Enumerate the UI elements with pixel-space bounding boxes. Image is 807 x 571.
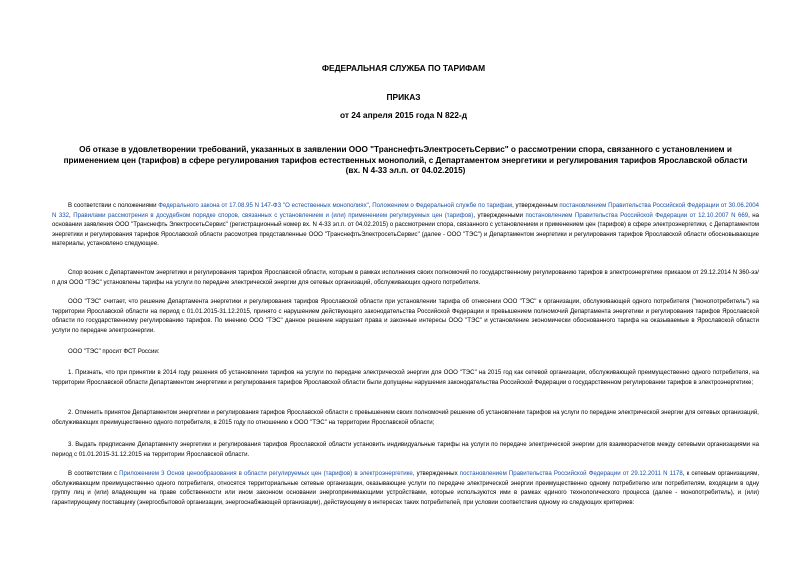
paragraph-criteria	[52, 469, 759, 507]
registration-number: (вх. N 4-33 эл.п. от 04.02.2015)	[345, 166, 466, 175]
document-date-number: от 24 апреля 2015 года N 822-д	[339, 110, 468, 120]
text: ,	[69, 211, 74, 219]
paragraph-claimant-position: ООО "ТЭС" считает, что решение Департамента энергетики и регулирования тарифов Ярославской области при установлении тарифа об отнесении ООО "ТЭС" к организации, обслуживающей одного потребителя ("монопотребитель") на территории Ярославской области на период с 01.01.2015-31.12.2015, принято с нарушением действующего законодательства Российской Федерации и превышением полномочий Департамента энергетики и регулирования тарифов Ярославской области по государственному регулированию тарифов. По мнению ООО "ТЭС" данное решение нарушает права и законные интересы ООО "ТЭС" и установление экономически обоснованного тарифа на оказываемые в Ярославской области услуги по передаче электроэнергии.	[52, 298, 759, 334]
text: , утвержденным	[512, 202, 560, 209]
title-text: Об отказе в удовлетворении требований, указанных в заявлении ООО "ТранснефтьЭлектросетьСервис" о рассмотрении спора, связанного с установлением и применением цен (тарифов) в сфере регулирования тарифов естественных монополий, с Департаментом энергетики и регулирования тарифов Ярославской области	[63, 145, 748, 165]
text: ,	[368, 202, 373, 209]
document-title	[52, 145, 759, 177]
paragraph-request-1: 1. Признать, что при принятии в 2014 году решения об установлении тарифов на услуги по передаче электрической энергии для ООО "ТЭС" на 2015 год как сетевой организации, обслуживающей преимущественно одного потребителя, на территории Ярославской области Департаментом энергетики и регулирования тарифов Ярославской области были допущены нарушения законодательства Российской Федерации о государственном регулировании тарифов в электроэнергетике;	[52, 369, 759, 386]
link-resolution-669[interactable]: постановлением Правительства Российской Федерации от 12.10.2007 N 669	[525, 211, 749, 219]
link-pricing-appendix-3[interactable]: Приложением 3 Основ ценообразования в области регулируемых цен (тарифов) в электроэнергетике	[119, 470, 413, 477]
text: , на основании заявления ООО "Транснефть ЭлектросетьСервис" (регистрационный номер вх. N 4-33 эл.п. от 04.02.2015) о рассмотрении спора, связанного с установлением и применением цен (тарифов) в сфере электроэнергетики, с Департаментом энергетики и регулирования тарифов Ярославской области рассмотрев представленные ООО "ТранснефтьЭлектросетьСервис" (далее - ООО "ТЭС") и Департаментом энергетики и регулирования тарифов Ярославской области обосновывающие материалы, установлено следующее.	[52, 211, 760, 248]
paragraph-request-3: 3. Выдать предписание Департаменту энергетики и регулирования тарифов Ярославской области установить индивидуальные тарифы на услуги по передаче электрической энергии для взаиморасчетов между сетевыми организациями на период с 01.01.2015-31.12.2015 на территории Ярославской области.	[52, 441, 759, 458]
paragraph-requests-intro: ООО "ТЭС" просит ФСТ России:	[68, 348, 160, 355]
text: В соответствии с	[68, 470, 120, 477]
link-resolution-1178[interactable]: постановлением Правительства Российской Федерации от 29.12.2011 N 1178	[459, 470, 683, 477]
link-federal-law-147[interactable]: Федерального закона от 17.08.95 N 147-ФЗ "О естественных монополиях"	[158, 202, 369, 209]
paragraph-dispute-origin: Спор возник с Департаментом энергетики и регулирования тарифов Ярославской области, которым в рамках исполнения своих полномочий по государственному регулированию тарифов в электроэнергетике приказом от 29.12.2014 N 360-ээ/п для ООО "ТЭС" установлены тарифы на услуги по передаче электрической энергии для сетевых организаций, обслуживающих одного потребителя.	[52, 269, 759, 286]
link-resolution-332[interactable]: постановлением Правительства Российской Федерации от 30.06.2004 N 332	[52, 202, 760, 219]
text: , к сетевым организациям, обслуживающим преимущественно одного потребителя, относятся территориальные сетевые организации, оказывающие услуги по передаче электрической энергии преимущественно одному потребителю или потребителям, входящим в одну группу лиц и (или) владеющим на праве собственности или ином законном основании энергопринимающими устройствами, которые используются ими в рамках единого технологического процесса (далее - монопотребитель), и (или) гарантирующему поставщику (энергосбытовой организации, энергоснабжающей организации), действующему в интересах таких потребителей, при условии соответствия одному из следующих критериев:	[52, 470, 760, 506]
agency-name: ФЕДЕРАЛЬНАЯ СЛУЖБА ПО ТАРИФАМ	[321, 63, 486, 73]
paragraph-legal-basis	[52, 201, 759, 249]
text: В соответствии с положениями	[68, 202, 159, 209]
text: , утвержденными	[473, 211, 526, 219]
paragraph-request-2: 2. Отменить принятое Департаментом энергетики и регулирования тарифов Ярославской области с превышением своих полномочий решение об установлении тарифов на услуги по передаче электрической энергии для сетевых организаций, обслуживающих преимущественно одного потребителя, в 2015 году по отношению к ООО "ТЭС" на территории Ярославской области;	[52, 409, 759, 426]
document-type: ПРИКАЗ	[386, 92, 421, 102]
text: , утвержденных	[412, 470, 460, 477]
link-dispute-rules[interactable]: Правилами рассмотрения в досудебном порядке споров, связанных с установлением и (или) применением регулируемых цен (тарифов)	[73, 211, 474, 219]
link-fst-regulation[interactable]: Положением о Федеральной службе по тарифам	[372, 202, 513, 209]
